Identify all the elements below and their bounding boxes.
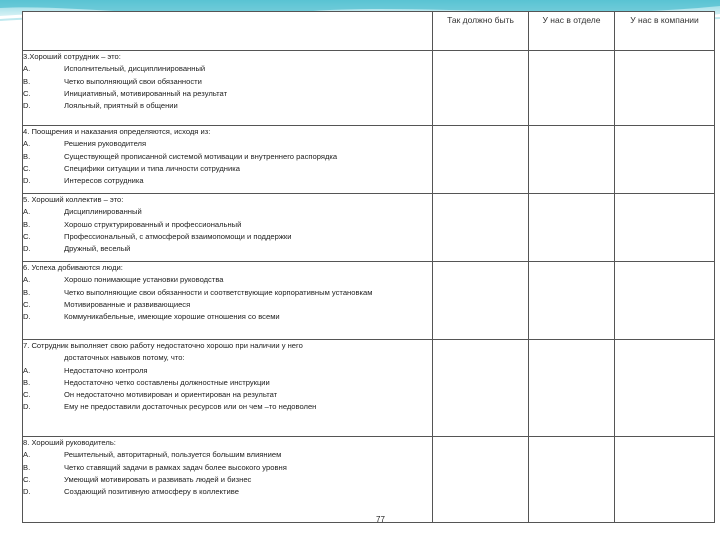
option-letter: C.: [23, 299, 31, 309]
answer-cell-dept[interactable]: [529, 194, 615, 262]
survey-sheet: [22, 11, 714, 522]
option-letter: B.: [23, 151, 31, 161]
option-text: Дружный, веселый: [64, 244, 131, 254]
question-row: [23, 262, 715, 340]
survey-table: [22, 11, 715, 523]
question-row: [23, 126, 715, 194]
question-title: 8. Хороший руководитель:: [23, 438, 116, 447]
question-title-continuation: достаточных навыков потому, что:: [64, 353, 185, 363]
answer-cell-should[interactable]: [433, 194, 529, 262]
column-header-company: У нас в компании: [630, 15, 699, 25]
option-text: Четко выполняющий свои обязанности: [64, 76, 202, 86]
option-item: [23, 243, 432, 255]
answer-cell-should[interactable]: [433, 262, 529, 340]
option-item: [23, 138, 432, 150]
option-text: Четко выполняющие свои обязанности и соответствующие корпоративным установкам: [64, 287, 373, 297]
question-title: 4. Поощрения и наказания определяются, исходя из:: [23, 127, 211, 136]
answer-cell-dept[interactable]: [529, 262, 615, 340]
option-item: [23, 274, 432, 286]
answer-cell-should[interactable]: [433, 437, 529, 523]
answer-cell-company[interactable]: [615, 340, 715, 437]
answer-cell-dept[interactable]: [529, 126, 615, 194]
option-item: [23, 287, 432, 299]
option-item: [23, 365, 432, 377]
option-text: Лояльный, приятный в общении: [64, 101, 178, 111]
option-letter: C.: [23, 88, 31, 98]
option-text: Коммуникабельные, имеющие хорошие отношения со всеми: [64, 312, 280, 322]
question-cell: [23, 437, 433, 523]
option-letter: A.: [23, 365, 31, 375]
option-letter: D.: [23, 244, 31, 254]
question-title: 5. Хороший коллектив – это:: [23, 195, 124, 204]
answer-cell-dept[interactable]: [529, 340, 615, 437]
option-item: [23, 219, 432, 231]
option-letter: D.: [23, 101, 31, 111]
option-letter: C.: [23, 231, 31, 241]
option-item: [23, 175, 432, 187]
option-letter: B.: [23, 462, 31, 472]
option-text: Дисциплинированный: [64, 207, 142, 217]
option-letter: A.: [23, 450, 31, 460]
option-letter: A.: [23, 275, 31, 285]
answer-cell-company[interactable]: [615, 126, 715, 194]
option-letter: B.: [23, 287, 31, 297]
page-number: 77: [376, 515, 385, 524]
question-cell: [23, 126, 433, 194]
question-cell: [23, 51, 433, 126]
option-item: [23, 206, 432, 218]
option-text: Умеющий мотивировать и развивать людей и бизнес: [64, 474, 252, 484]
answer-cell-dept[interactable]: [529, 437, 615, 523]
option-letter: D.: [23, 402, 31, 412]
option-text: Создающий позитивную атмосферу в коллективе: [64, 487, 239, 497]
option-text: Он недостаточно мотивирован и ориентирован на результат: [64, 390, 278, 400]
option-item: [23, 449, 432, 461]
option-letter: B.: [23, 377, 31, 387]
answer-cell-should[interactable]: [433, 340, 529, 437]
answer-cell-company[interactable]: [615, 262, 715, 340]
option-text: Интересов сотрудника: [64, 176, 144, 186]
option-letter: C.: [23, 163, 31, 173]
answer-cell-dept[interactable]: [529, 51, 615, 126]
option-item: [23, 389, 432, 401]
option-text: Мотивированные и развивающиеся: [64, 299, 191, 309]
option-text: Хорошо понимающие установки руководства: [64, 275, 224, 285]
option-item: [23, 63, 432, 75]
header-row: [23, 12, 715, 51]
option-item: [23, 231, 432, 243]
question-row: [23, 194, 715, 262]
option-text: Недостаточно четко составлены должностные инструкции: [64, 377, 270, 387]
column-header-dept: У нас в отделе: [542, 15, 601, 25]
option-letter: B.: [23, 219, 31, 229]
answer-cell-should[interactable]: [433, 51, 529, 126]
option-text: Инициативный, мотивированный на результат: [64, 88, 228, 98]
question-title: 3.Хороший сотрудник – это:: [23, 52, 121, 61]
question-cell: [23, 262, 433, 340]
option-text: Хорошо структурированный и профессиональный: [64, 219, 242, 229]
option-item: [23, 163, 432, 175]
answer-cell-should[interactable]: [433, 126, 529, 194]
header-should-cell: [433, 12, 529, 51]
question-cell: [23, 194, 433, 262]
option-item: [23, 76, 432, 88]
option-item: [23, 401, 432, 413]
option-text: Решительный, авторитарный, пользуется большим влиянием: [64, 450, 282, 460]
option-text: Существующей прописанной системой мотивации и внутреннего распорядка: [64, 151, 338, 161]
option-item: [23, 462, 432, 474]
option-item: [23, 474, 432, 486]
option-letter: A.: [23, 64, 31, 74]
header-question-cell: [23, 12, 433, 51]
option-letter: D.: [23, 487, 31, 497]
answer-cell-company[interactable]: [615, 51, 715, 126]
column-header-should: Так должно быть: [447, 15, 514, 25]
answer-cell-company[interactable]: [615, 437, 715, 523]
option-item: [23, 486, 432, 498]
option-letter: C.: [23, 390, 31, 400]
option-letter: C.: [23, 474, 31, 484]
option-item: [23, 377, 432, 389]
option-letter: A.: [23, 207, 31, 217]
question-cell: [23, 340, 433, 437]
header-company-cell: [615, 12, 715, 51]
answer-cell-company[interactable]: [615, 194, 715, 262]
option-item: [23, 311, 432, 323]
question-title: 6. Успеха добиваются люди:: [23, 263, 123, 272]
question-row: [23, 437, 715, 523]
option-item: [23, 299, 432, 311]
question-row: [23, 51, 715, 126]
question-row: [23, 340, 715, 437]
option-letter: A.: [23, 139, 31, 149]
option-letter: B.: [23, 76, 31, 86]
option-letter: D.: [23, 176, 31, 186]
option-letter: D.: [23, 312, 31, 322]
option-text: Специфики ситуации и типа личности сотрудника: [64, 163, 240, 173]
option-text: Недостаточно контроля: [64, 365, 148, 375]
option-text: Профессиональный, с атмосферой взаимопомощи и поддержки: [64, 231, 292, 241]
question-title: 7. Сотрудник выполняет свою работу недостаточно хорошо при наличии у него: [23, 341, 303, 350]
option-item: [23, 100, 432, 112]
option-text: Исполнительный, дисциплинированный: [64, 64, 206, 74]
header-dept-cell: [529, 12, 615, 51]
option-item: [23, 88, 432, 100]
option-text: Ему не предоставили достаточных ресурсов или он чем –то недоволен: [64, 402, 317, 412]
option-item: [23, 151, 432, 163]
option-text: Решения руководителя: [64, 139, 147, 149]
option-text: Четко ставящий задачи в рамках задач более высокого уровня: [64, 462, 287, 472]
